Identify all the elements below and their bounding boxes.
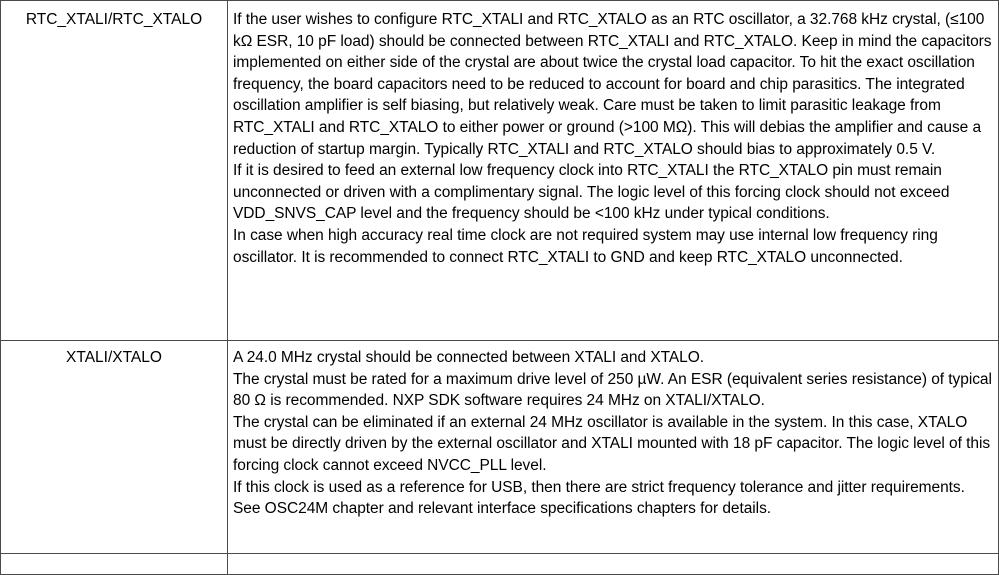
table-row <box>1 1 999 341</box>
remarks-cell <box>228 341 999 554</box>
remark-paragraph: A 24.0 MHz crystal should be connected between XTALI and XTALO. <box>233 349 705 366</box>
remark-paragraph: In case when high accuracy real time clock are not required system may use internal low frequency ring oscillator. It is recommended to connect RTC_XTALI to GND and keep RTC_XTALO unconnected. <box>233 226 938 266</box>
remark-paragraph: The crystal must be rated for a maximum drive level of 250 µW. An ESR (equivalent series resistance) of typical 80 Ω is recommended. NXP SDK software requires 24 MHz on XTALI/XTALO. <box>233 370 992 410</box>
remark-paragraph: If it is desired to feed an external low frequency clock into RTC_XTALI the RTC_XTALO pin must remain unconnected or driven with a complimentary signal. The logic level of this forcing clock should not exceed VDD_SNVS_CAP level and the frequency should be <100 kHz under typical conditions. <box>233 162 950 223</box>
signal-name-cell: XTALI/XTALO <box>1 341 228 554</box>
remarks-cell-empty <box>228 554 999 575</box>
remarks-cell <box>228 1 999 341</box>
table-row-partial <box>1 554 999 575</box>
signal-name-cell: RTC_XTALI/RTC_XTALO <box>1 1 228 341</box>
remark-paragraph: If the user wishes to configure RTC_XTALI and RTC_XTALO as an RTC oscillator, a 32.768 kHz crystal, (≤100 kΩ ESR, 10 pF load) should be connected between RTC_XTALI and RTC_XTALO. Keep in mind the capacitors implemented on either side of the crystal are about twice the crystal load capacitor. To hit the exact oscillation frequency, the board capacitors need to be reduced to account for board and chip parasitics. The integrated oscillation amplifier is self biasing, but relatively weak. Care must be taken to limit parasitic leakage from RTC_XTALI and RTC_XTALO to either power or ground (>100 MΩ). This will debias the amplifier and cause a reduction of startup margin. Typically RTC_XTALI and RTC_XTALO should bias to approximately 0.5 V. <box>233 11 992 158</box>
table-row <box>1 341 999 554</box>
remark-paragraph: The crystal can be eliminated if an external 24 MHz oscillator is available in the system. In this case, XTALO must be directly driven by the external oscillator and XTALI mounted with 18 pF capacitor. The logic level of this forcing clock cannot exceed NVCC_PLL level. <box>233 413 991 474</box>
remark-paragraph: If this clock is used as a reference for USB, then there are strict frequency tolerance and jitter requirements. See OSC24M chapter and relevant interface specifications chapters for details. <box>233 478 965 518</box>
signal-name-cell-empty <box>1 554 228 575</box>
